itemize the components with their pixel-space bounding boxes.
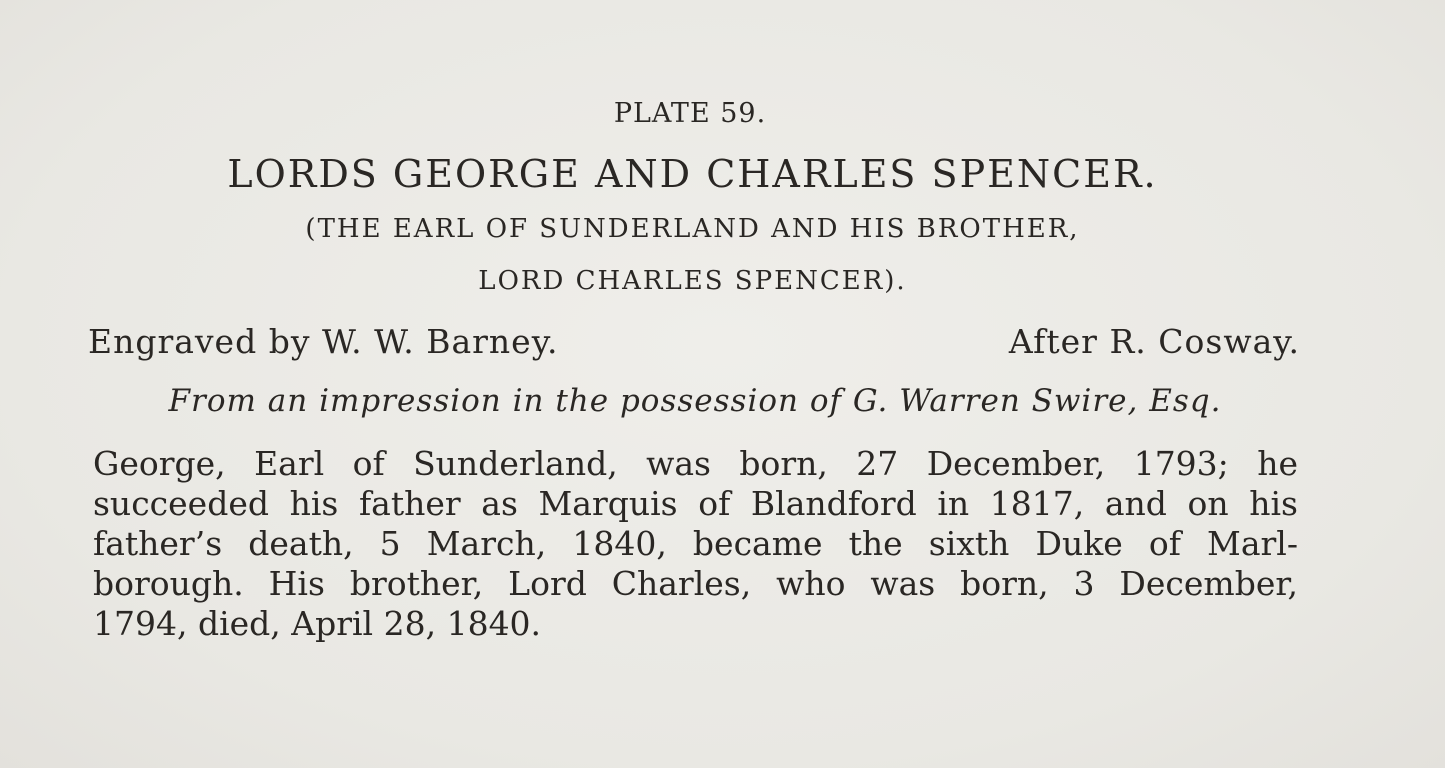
body-line-2: succeeded his father as Marquis of Blandford in 1817, and on his (93, 484, 1298, 523)
subtitle-line-1: (THE EARL OF SUNDERLAND AND HIS BROTHER, (305, 214, 1080, 244)
credits-row (88, 322, 1300, 361)
biography-paragraph (93, 444, 1298, 644)
body-line-4: borough. His brother, Lord Charles, who was born, 3 December, (93, 564, 1298, 603)
artist-credit: After R. Cosway. (1008, 322, 1300, 361)
engraver-credit: Engraved by W. W. Barney. (88, 322, 559, 361)
body-line-1: George, Earl of Sunderland, was born, 27 December, 1793; he (93, 444, 1298, 483)
plate-title: LORDS GEORGE AND CHARLES SPENCER. (227, 152, 1158, 196)
body-line-3: father’s death, 5 March, 1840, became the sixth Duke of Marl- (93, 524, 1298, 563)
body-line-5: 1794, died, April 28, 1840. (93, 604, 542, 643)
provenance-note: From an impression in the possession of G. Warren Swire, Esq. (168, 383, 1222, 419)
plate-number: PLATE 59. (613, 98, 767, 129)
subtitle-line-2: LORD CHARLES SPENCER). (478, 266, 907, 296)
